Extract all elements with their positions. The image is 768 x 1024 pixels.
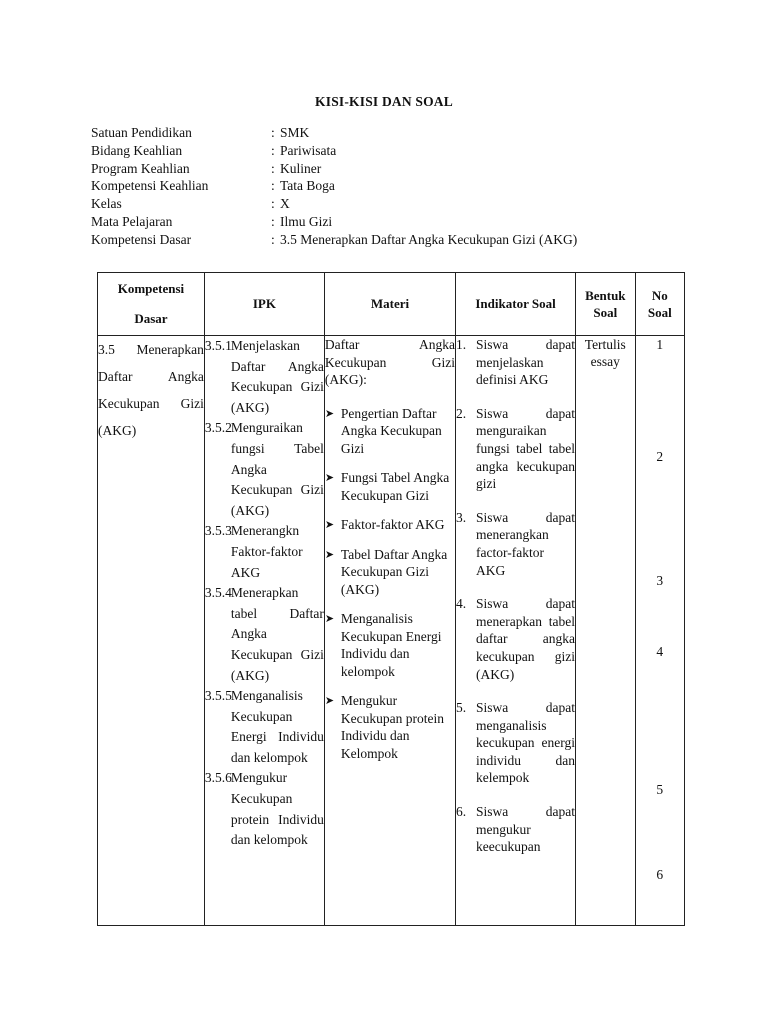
arrow-bullet-icon: ➤ <box>324 518 335 531</box>
indikator-number: 3. <box>456 509 467 525</box>
ipk-text <box>231 768 324 850</box>
indikator-number: 1. <box>456 337 467 352</box>
list-item <box>325 469 455 504</box>
list-item <box>325 516 455 534</box>
indikator-number: 6. <box>456 804 467 820</box>
info-value: 3.5 Menerapkan Daftar Angka Kecukupan Gizi (AKG) <box>280 231 578 247</box>
ipk-rest: Faktor-faktor AKG <box>230 543 303 580</box>
cell-ipk <box>204 336 324 926</box>
ipk-number: 3.5.6 <box>204 770 232 786</box>
header-ipk: IPK <box>204 273 324 336</box>
ipk-verb: Menguraikan <box>230 420 303 436</box>
info-colon: : <box>271 160 275 176</box>
materi-item-text: Menganalisis Kecukupan Energi Individu dan kelompok <box>340 611 442 679</box>
ipk-verb: Menjelaskan <box>230 338 300 353</box>
ipk-rest: fungsi Tabel Angka Kecukupan Gizi (AKG) <box>230 440 324 518</box>
arrow-bullet-icon: ➤ <box>324 471 335 484</box>
info-block <box>91 124 577 249</box>
ipk-text <box>231 336 324 418</box>
info-row <box>91 231 577 249</box>
info-label: Program Keahlian <box>91 160 190 176</box>
materi-item-text: Pengertian Daftar Angka Kecukupan Gizi <box>340 405 442 456</box>
info-value: Pariwisata <box>280 142 337 158</box>
indikator-text: Siswa dapat menganalisis kecukupan energi individu dan kelempok <box>476 700 576 786</box>
header-no-soal <box>635 273 684 336</box>
header-materi: Materi <box>324 273 455 336</box>
info-label: Kompetensi Keahlian <box>91 178 209 194</box>
list-item <box>325 610 455 680</box>
header-no-line1: No <box>651 288 668 303</box>
document-title: KISI-KISI DAN SOAL <box>315 94 453 109</box>
ipk-verb: Menganalisis <box>230 688 303 704</box>
header-no-line2: Soal <box>647 305 672 320</box>
info-value: SMK <box>280 125 310 140</box>
kisi-kisi-table <box>97 272 685 926</box>
ipk-number: 3.5.5 <box>204 688 232 704</box>
ipk-verb: Menerapkan <box>230 585 299 601</box>
info-row <box>91 124 577 142</box>
materi-item-text: Tabel Daftar Angka Kecukupan Gizi (AKG) <box>340 546 448 597</box>
info-label: Mata Pelajaran <box>91 213 173 229</box>
table-row <box>98 336 685 926</box>
materi-item-text: Faktor-faktor AKG <box>340 517 445 532</box>
no-soal-number: 2 <box>656 449 664 464</box>
header-kd-line1: Kompetensi <box>117 281 185 296</box>
info-colon: : <box>271 142 275 158</box>
info-value: X <box>280 196 290 212</box>
ipk-number: 3.5.2 <box>204 420 232 436</box>
header-kompetensi-dasar <box>98 273 205 336</box>
info-colon: : <box>271 178 275 194</box>
arrow-bullet-icon: ➤ <box>324 694 335 707</box>
cell-kompetensi-dasar <box>98 336 205 926</box>
ipk-rest: Kecukupan Energi Individu dan kelompok <box>230 708 324 765</box>
cell-indikator <box>456 336 576 926</box>
ipk-text <box>231 418 324 521</box>
table-header-row <box>98 273 685 336</box>
materi-item-text: Mengukur Kecukupan protein Individu dan Kelompok <box>340 693 445 761</box>
info-row <box>91 177 577 195</box>
info-value: Kuliner <box>280 160 322 176</box>
ipk-rest: Kecukupan protein Individu dan kelompok <box>230 791 324 848</box>
ipk-number: 3.5.3 <box>204 523 232 539</box>
cell-no-soal <box>635 336 684 926</box>
info-row <box>91 142 577 160</box>
ipk-item <box>205 521 324 583</box>
ipk-item <box>205 583 324 686</box>
kompetensi-dasar-text: 3.5 Menerapkan Daftar Angka Kecukupan Gizi (AKG) <box>98 342 204 438</box>
ipk-text <box>231 686 324 768</box>
indikator-number: 4. <box>456 596 467 612</box>
header-bentuk-line1: Bentuk <box>585 288 626 303</box>
info-colon: : <box>271 213 275 229</box>
indikator-item <box>456 405 575 493</box>
ipk-rest: Daftar Angka Kecukupan Gizi (AKG) <box>230 358 324 415</box>
indikator-item <box>456 509 575 579</box>
info-row <box>91 195 577 213</box>
ipk-text <box>231 521 324 583</box>
indikator-number: 2. <box>456 405 467 421</box>
materi-list <box>325 405 455 763</box>
info-colon: : <box>271 125 275 140</box>
info-row <box>91 213 577 231</box>
no-soal-number: 6 <box>656 867 664 882</box>
no-soal-number: 5 <box>656 782 664 797</box>
info-row <box>91 160 577 178</box>
info-value: Ilmu Gizi <box>280 213 333 229</box>
arrow-bullet-icon: ➤ <box>324 406 335 420</box>
ipk-item <box>205 686 324 768</box>
indikator-item <box>456 699 575 787</box>
no-soal-number: 1 <box>656 337 664 352</box>
list-item <box>325 546 455 599</box>
bentuk-soal-text: Tertulis essay <box>584 337 626 369</box>
indikator-text: Siswa dapat menguraikan fungsi tabel tabel angka kecukupan gizi <box>476 405 576 492</box>
ipk-number: 3.5.1 <box>204 338 232 353</box>
materi-item-text: Fungsi Tabel Angka Kecukupan Gizi <box>340 470 450 503</box>
indikator-text: Siswa dapat mengukur keecukupan <box>476 804 576 855</box>
indikator-item <box>456 803 575 856</box>
header-bentuk-line2: Soal <box>593 305 618 320</box>
indikator-item <box>456 595 575 683</box>
indikator-number: 5. <box>456 700 467 716</box>
cell-materi <box>324 336 455 926</box>
info-label: Bidang Keahlian <box>91 142 183 158</box>
ipk-rest: tabel Daftar Angka Kecukupan Gizi (AKG) <box>230 605 324 683</box>
materi-intro: Daftar Angka Kecukupan Gizi (AKG): <box>324 337 456 387</box>
arrow-bullet-icon: ➤ <box>324 547 335 561</box>
ipk-number: 3.5.4 <box>204 585 232 601</box>
cell-bentuk-soal <box>576 336 636 926</box>
ipk-item <box>205 768 324 850</box>
info-label: Kompetensi Dasar <box>91 231 192 247</box>
info-label: Kelas <box>91 196 122 212</box>
ipk-text <box>231 583 324 686</box>
indikator-text: Siswa dapat menerangkan factor-faktor AKG <box>476 509 576 578</box>
ipk-item <box>205 418 324 521</box>
header-kd-line2: Dasar <box>134 311 168 326</box>
no-soal-number: 4 <box>656 644 664 659</box>
no-soal-number: 3 <box>656 573 664 588</box>
header-bentuk-soal <box>576 273 636 336</box>
info-label: Satuan Pendidikan <box>91 125 192 140</box>
ipk-verb: Mengukur <box>230 770 288 786</box>
header-indikator: Indikator Soal <box>456 273 576 336</box>
info-colon: : <box>271 196 275 212</box>
indikator-text: Siswa dapat menerapkan tabel daftar angka kecukupan gizi (AKG) <box>476 596 576 682</box>
ipk-verb: Menerangkn <box>230 523 300 539</box>
list-item <box>325 692 455 762</box>
info-value: Tata Boga <box>280 178 335 194</box>
info-colon: : <box>271 231 275 247</box>
indikator-item <box>456 336 575 389</box>
indikator-text: Siswa dapat menjelaskan definisi AKG <box>476 337 576 388</box>
list-item <box>325 405 455 458</box>
arrow-bullet-icon: ➤ <box>324 612 335 625</box>
ipk-item <box>205 336 324 418</box>
